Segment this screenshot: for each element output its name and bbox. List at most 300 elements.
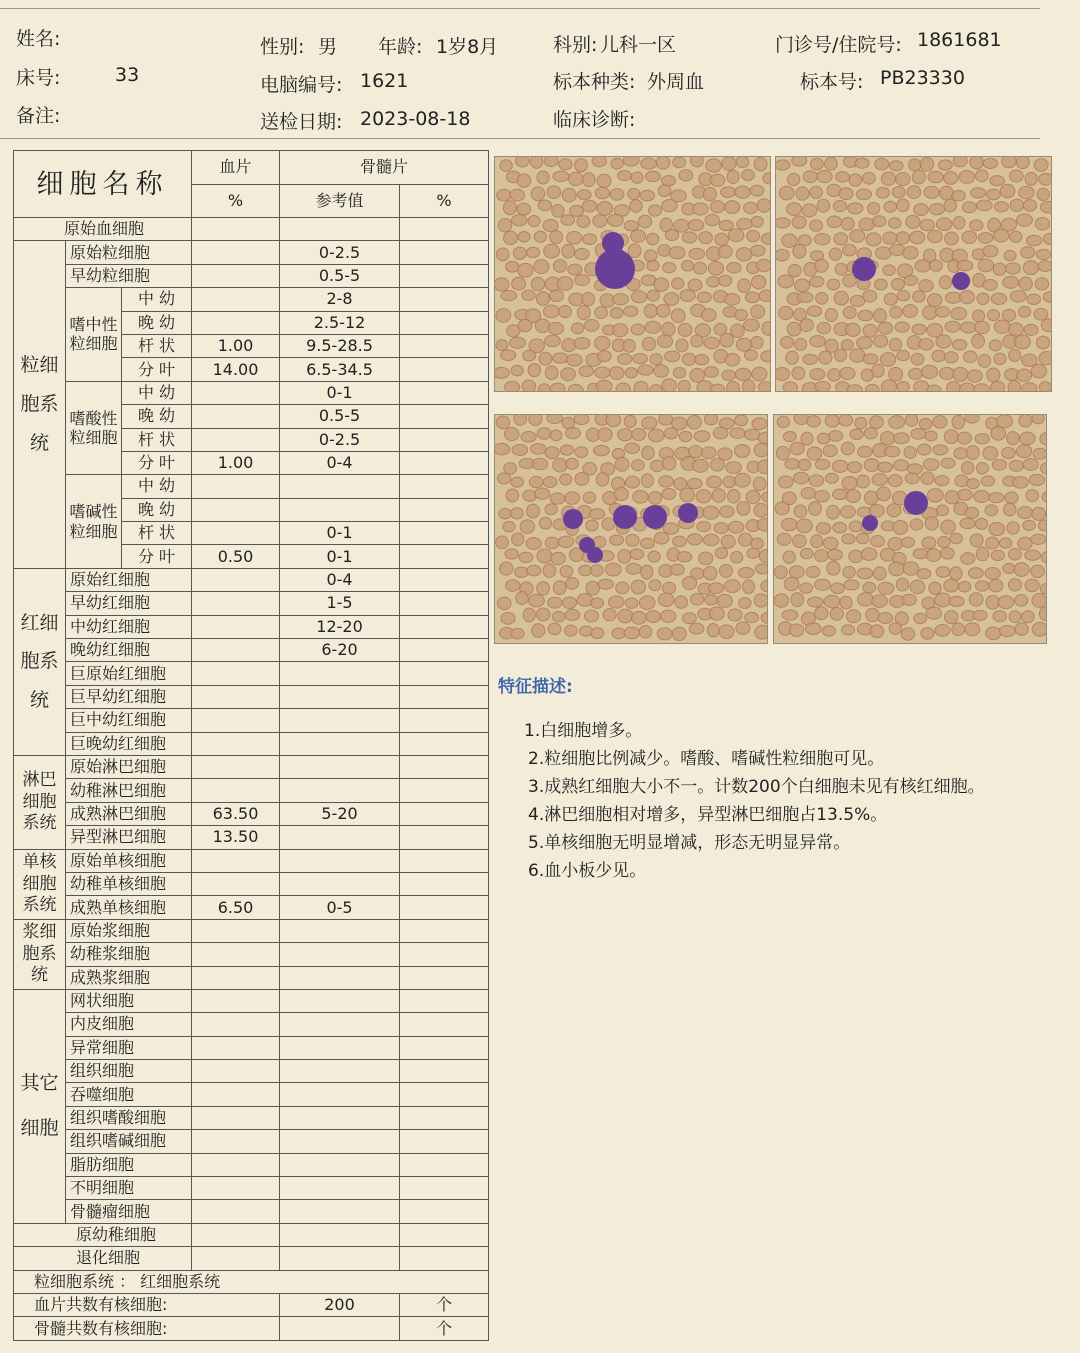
blood-percent-header: % xyxy=(192,184,280,218)
red-blood-cell xyxy=(1039,173,1051,185)
red-blood-cell xyxy=(999,538,1011,548)
red-blood-cell xyxy=(883,265,895,276)
red-blood-cell xyxy=(545,537,559,549)
red-blood-cell xyxy=(757,460,767,474)
red-blood-cell xyxy=(1019,306,1031,317)
cell-name: 原始浆细胞 xyxy=(66,919,192,942)
red-blood-cell xyxy=(739,598,752,609)
red-blood-cell xyxy=(682,261,694,271)
red-blood-cell xyxy=(495,367,509,378)
red-blood-cell xyxy=(919,418,932,429)
red-blood-cell xyxy=(710,459,724,471)
red-blood-cell xyxy=(504,427,519,440)
blood-value: 13.50 xyxy=(192,826,280,849)
red-blood-cell xyxy=(814,550,828,562)
red-blood-cell xyxy=(662,379,677,391)
red-blood-cell xyxy=(506,261,519,272)
blood-value xyxy=(192,615,280,638)
red-blood-cell xyxy=(925,517,938,530)
red-blood-cell xyxy=(714,523,728,534)
red-blood-cell xyxy=(790,624,804,636)
red-blood-cell xyxy=(691,593,704,605)
red-blood-cell xyxy=(678,323,692,336)
red-blood-cell xyxy=(945,611,958,624)
red-blood-cell xyxy=(610,189,624,201)
red-blood-cell xyxy=(598,428,612,442)
red-blood-cell xyxy=(662,200,677,212)
specimen-no-value: PB23330 xyxy=(880,67,965,89)
red-blood-cell xyxy=(881,172,895,185)
red-blood-cell xyxy=(690,368,704,382)
red-blood-cell xyxy=(889,562,904,576)
ref-value: 0-1 xyxy=(280,545,400,568)
red-blood-cell xyxy=(501,350,516,361)
table-row xyxy=(14,1130,489,1153)
table-row xyxy=(14,1106,489,1129)
red-blood-cell xyxy=(1039,352,1051,365)
clinic-label: 门诊号/住院号: xyxy=(775,34,902,56)
red-blood-cell xyxy=(998,596,1014,609)
red-blood-cell xyxy=(808,597,824,607)
red-blood-cell xyxy=(512,444,528,455)
red-blood-cell xyxy=(953,367,968,381)
red-blood-cell xyxy=(559,159,572,170)
red-blood-cell xyxy=(743,580,755,594)
cell-name: 吞噬细胞 xyxy=(66,1083,192,1106)
red-blood-cell xyxy=(797,292,813,302)
red-blood-cell xyxy=(1019,277,1032,290)
red-blood-cell xyxy=(719,275,732,286)
red-blood-cell xyxy=(811,158,824,170)
red-blood-cell xyxy=(623,157,639,166)
red-blood-cell xyxy=(1026,235,1042,245)
red-blood-cell xyxy=(531,187,545,201)
red-blood-cell xyxy=(642,337,655,350)
red-blood-cell xyxy=(548,623,561,634)
erythroid-group-label: 红细胞系统 xyxy=(14,568,66,755)
red-blood-cell xyxy=(1035,218,1049,230)
red-blood-cell xyxy=(952,340,966,351)
red-blood-cell xyxy=(734,473,750,487)
red-blood-cell xyxy=(910,519,922,530)
red-blood-cell xyxy=(1031,565,1045,577)
blood-value: 14.00 xyxy=(192,358,280,381)
red-blood-cell xyxy=(933,416,947,428)
red-blood-cell xyxy=(505,549,518,559)
diagnosis-label: 临床诊断: xyxy=(553,109,636,131)
red-blood-cell xyxy=(960,383,975,391)
red-blood-cell xyxy=(814,234,830,245)
red-blood-cell xyxy=(752,418,767,430)
red-blood-cell xyxy=(793,472,808,484)
red-blood-cell xyxy=(1022,611,1034,623)
red-blood-cell xyxy=(569,172,583,185)
header-rule xyxy=(0,138,1040,139)
red-blood-cell xyxy=(846,323,861,336)
red-blood-cell xyxy=(661,610,676,622)
red-blood-cell xyxy=(630,549,644,560)
white-blood-cell xyxy=(852,257,876,281)
red-blood-cell xyxy=(593,445,609,455)
red-blood-cell xyxy=(1043,292,1051,302)
red-blood-cell xyxy=(1007,522,1019,535)
red-blood-cell xyxy=(896,578,908,591)
table-row xyxy=(14,381,489,404)
red-blood-cell xyxy=(537,549,552,563)
red-blood-cell xyxy=(1031,364,1046,378)
red-blood-cell xyxy=(836,172,850,182)
clinic-value: 1861681 xyxy=(917,29,1002,51)
red-blood-cell xyxy=(843,274,857,287)
red-blood-cell xyxy=(866,384,879,391)
red-blood-cell xyxy=(634,381,648,391)
ref-value xyxy=(280,826,400,849)
red-blood-cell xyxy=(736,622,750,634)
red-blood-cell xyxy=(1012,477,1028,489)
red-blood-cell xyxy=(720,506,734,517)
red-blood-cell xyxy=(597,351,611,362)
age-label: 年龄: xyxy=(378,36,423,58)
red-blood-cell xyxy=(562,417,574,428)
red-blood-cell xyxy=(662,582,675,594)
cell-name: 组织嗜酸细胞 xyxy=(66,1106,192,1129)
white-blood-cell xyxy=(587,547,603,563)
red-blood-cell xyxy=(575,275,590,286)
red-blood-cell xyxy=(631,172,643,183)
red-blood-cell xyxy=(571,323,583,334)
feature-item: 5.单核细胞无明显增减，形态无明显异常。 xyxy=(528,833,851,853)
red-blood-cell xyxy=(795,338,807,350)
red-blood-cell xyxy=(512,277,526,290)
red-blood-cell xyxy=(704,367,718,378)
red-blood-cell xyxy=(545,366,558,380)
red-blood-cell xyxy=(592,157,606,167)
red-blood-cell xyxy=(628,244,641,258)
granulocyte-group-label: 粒细胞系统 xyxy=(14,241,66,568)
red-blood-cell xyxy=(663,263,676,273)
blood-value xyxy=(192,872,280,895)
red-blood-cell xyxy=(719,625,734,638)
red-blood-cell xyxy=(1036,249,1050,259)
gender-label: 性别: xyxy=(260,36,305,58)
red-blood-cell xyxy=(496,536,509,549)
red-blood-cell xyxy=(753,477,766,491)
cell-name: 幼稚单核细胞 xyxy=(66,872,192,895)
ref-value-header: 参考值 xyxy=(280,184,400,218)
red-blood-cell xyxy=(602,518,615,530)
red-blood-cell xyxy=(559,305,572,317)
red-blood-cell xyxy=(728,609,742,621)
remark-label: 备注: xyxy=(16,105,61,127)
blood-value xyxy=(192,849,280,872)
red-blood-cell xyxy=(951,307,967,319)
red-blood-cell xyxy=(881,380,897,391)
red-blood-cell xyxy=(823,537,838,549)
red-blood-cell xyxy=(595,367,611,378)
red-blood-cell xyxy=(742,380,754,391)
red-blood-cell xyxy=(807,306,822,316)
red-blood-cell xyxy=(1022,383,1037,391)
red-blood-cell xyxy=(912,170,925,184)
red-blood-cell xyxy=(811,535,823,548)
red-blood-cell xyxy=(789,566,804,578)
red-blood-cell xyxy=(990,176,1005,186)
red-blood-cell xyxy=(839,415,853,426)
red-blood-cell xyxy=(831,583,845,594)
ref-value xyxy=(280,849,400,872)
red-blood-cell xyxy=(839,188,853,200)
red-blood-cell xyxy=(710,384,724,391)
red-blood-cell xyxy=(496,309,511,323)
table-row xyxy=(14,732,489,755)
computer-value: 1621 xyxy=(360,70,409,92)
red-blood-cell xyxy=(1019,186,1034,198)
red-blood-cell xyxy=(747,230,760,241)
red-blood-cell xyxy=(1002,447,1016,458)
red-blood-cell xyxy=(774,594,788,607)
red-blood-cell xyxy=(816,523,830,534)
red-blood-cell xyxy=(691,157,704,167)
red-blood-cell xyxy=(936,505,948,516)
red-blood-cell xyxy=(891,278,904,290)
red-blood-cell xyxy=(595,187,609,198)
blood-smear-header: 血片 xyxy=(192,151,280,185)
smear-photo-2 xyxy=(775,156,1052,392)
stage-label: 晚 幼 xyxy=(122,498,192,521)
red-blood-cell xyxy=(776,249,789,261)
red-blood-cell xyxy=(631,580,645,594)
red-blood-cell xyxy=(550,493,565,504)
stage-label: 分 叶 xyxy=(122,451,192,474)
red-blood-cell xyxy=(929,203,944,214)
ref-value: 6-20 xyxy=(280,639,400,662)
red-blood-cell xyxy=(631,324,645,335)
red-blood-cell xyxy=(596,380,612,391)
red-blood-cell xyxy=(866,233,881,246)
red-blood-cell xyxy=(800,548,812,558)
ref-value xyxy=(280,685,400,708)
red-blood-cell xyxy=(810,277,824,288)
bed-value: 33 xyxy=(115,64,140,86)
red-blood-cell xyxy=(531,277,544,290)
red-blood-cell xyxy=(705,214,719,225)
red-blood-cell xyxy=(883,232,897,244)
red-blood-cell xyxy=(563,597,577,609)
red-blood-cell xyxy=(944,199,956,212)
red-blood-cell xyxy=(535,488,550,499)
red-blood-cell xyxy=(885,446,900,457)
red-blood-cell xyxy=(970,220,983,231)
red-blood-cell xyxy=(779,186,794,200)
red-blood-cell xyxy=(553,458,567,472)
red-blood-cell xyxy=(1003,503,1016,516)
red-blood-cell xyxy=(500,562,513,575)
red-blood-cell xyxy=(687,534,702,545)
red-blood-cell xyxy=(1026,489,1039,501)
red-blood-cell xyxy=(1038,520,1046,531)
red-blood-cell xyxy=(744,429,760,440)
red-blood-cell xyxy=(871,536,885,547)
blood-value xyxy=(192,241,280,264)
red-blood-cell xyxy=(829,248,841,260)
red-blood-cell xyxy=(989,522,1005,535)
red-blood-cell xyxy=(815,459,829,469)
feature-item: 6.血小板少见。 xyxy=(528,861,647,881)
red-blood-cell xyxy=(807,447,821,460)
red-blood-cell xyxy=(547,415,563,424)
red-blood-cell xyxy=(761,580,767,592)
table-row xyxy=(14,241,489,264)
red-blood-cell xyxy=(832,460,848,472)
red-blood-cell xyxy=(977,293,989,305)
stage-label: 分 叶 xyxy=(122,545,192,568)
red-blood-cell xyxy=(731,324,745,338)
red-blood-cell xyxy=(575,159,588,172)
red-blood-cell xyxy=(644,250,657,262)
cell-name: 原始单核细胞 xyxy=(66,849,192,872)
red-blood-cell xyxy=(548,322,563,334)
red-blood-cell xyxy=(537,171,549,184)
red-blood-cell xyxy=(897,350,910,360)
red-blood-cell xyxy=(776,446,789,460)
red-blood-cell xyxy=(656,157,670,169)
red-blood-cell xyxy=(917,444,930,455)
red-blood-cell xyxy=(692,459,708,472)
red-blood-cell xyxy=(963,351,977,362)
red-blood-cell xyxy=(834,233,848,245)
red-blood-cell xyxy=(970,157,983,169)
red-blood-cell xyxy=(864,428,877,439)
cell-name: 脂肪细胞 xyxy=(66,1153,192,1176)
cell-name: 组织细胞 xyxy=(66,1060,192,1083)
red-blood-cell xyxy=(887,504,901,517)
red-blood-cell xyxy=(650,354,662,365)
red-blood-cell xyxy=(802,204,817,217)
red-blood-cell xyxy=(922,365,938,378)
red-blood-cell xyxy=(709,607,724,620)
blood-count-value: 200 xyxy=(280,1293,400,1316)
red-blood-cell xyxy=(924,186,939,198)
red-blood-cell xyxy=(840,596,852,609)
red-blood-cell xyxy=(642,446,654,460)
red-blood-cell xyxy=(707,277,720,287)
red-blood-cell xyxy=(843,244,856,256)
red-blood-cell xyxy=(578,565,591,576)
red-blood-cell xyxy=(658,593,674,607)
red-blood-cell xyxy=(719,220,733,230)
red-blood-cell xyxy=(509,337,525,348)
red-blood-cell xyxy=(973,310,985,322)
red-blood-cell xyxy=(560,565,573,577)
red-blood-cell xyxy=(949,596,964,606)
red-blood-cell xyxy=(759,550,767,563)
red-blood-cell xyxy=(985,505,998,516)
red-blood-cell xyxy=(514,415,527,425)
blood-value xyxy=(192,475,280,498)
table-row xyxy=(14,1270,489,1293)
red-blood-cell xyxy=(850,429,863,439)
red-blood-cell xyxy=(558,536,573,547)
table-row xyxy=(14,1223,489,1246)
red-blood-cell xyxy=(705,595,718,605)
red-blood-cell xyxy=(648,551,660,562)
basophil-group-label: 嗜碱性粒细胞 xyxy=(66,475,122,569)
cell-name: 原始红细胞 xyxy=(66,568,192,591)
red-blood-cell xyxy=(584,610,598,622)
red-blood-cell xyxy=(778,275,794,288)
red-blood-cell xyxy=(526,538,541,550)
table-row xyxy=(14,1060,489,1083)
red-blood-cell xyxy=(781,336,794,348)
red-blood-cell xyxy=(846,610,860,623)
red-blood-cell xyxy=(1005,492,1018,504)
red-blood-cell xyxy=(990,381,1004,391)
ref-value: 6.5-34.5 xyxy=(280,358,400,381)
red-blood-cell xyxy=(562,188,576,202)
red-blood-cell xyxy=(582,292,595,306)
red-blood-cell xyxy=(962,231,977,243)
red-blood-cell xyxy=(798,459,810,470)
red-blood-cell xyxy=(944,172,958,185)
red-blood-cell xyxy=(917,569,931,579)
red-blood-cell xyxy=(1040,433,1046,445)
red-blood-cell xyxy=(717,594,732,607)
blood-value xyxy=(192,662,280,685)
red-blood-cell xyxy=(567,354,583,366)
red-blood-cell xyxy=(515,567,529,577)
red-blood-cell xyxy=(728,521,744,533)
marrow-smear-header: 骨髓片 xyxy=(280,151,489,185)
ref-value: 0-2.5 xyxy=(280,428,400,451)
red-blood-cell xyxy=(961,461,973,474)
red-blood-cell xyxy=(503,201,516,215)
red-blood-cell xyxy=(682,232,697,243)
red-blood-cell xyxy=(598,579,613,589)
smear-photo-1 xyxy=(494,156,771,392)
cell-name: 早幼粒细胞 xyxy=(66,264,192,287)
red-blood-cell xyxy=(927,294,941,307)
white-blood-cell xyxy=(952,272,970,290)
red-blood-cell xyxy=(575,248,589,259)
red-blood-cell xyxy=(989,579,1003,591)
red-blood-cell xyxy=(534,231,546,242)
count-unit: 个 xyxy=(400,1317,489,1340)
red-blood-cell xyxy=(1023,200,1036,212)
ref-value: 0.5-5 xyxy=(280,405,400,428)
red-blood-cell xyxy=(842,476,857,490)
red-blood-cell xyxy=(970,534,983,547)
red-blood-cell xyxy=(586,520,598,531)
table-row xyxy=(14,919,489,942)
red-blood-cell xyxy=(935,625,950,637)
red-blood-cell xyxy=(929,582,941,594)
table-row xyxy=(14,615,489,638)
red-blood-cell xyxy=(552,205,564,218)
ref-value xyxy=(280,662,400,685)
red-blood-cell xyxy=(496,416,510,429)
red-blood-cell xyxy=(609,596,625,608)
red-blood-cell xyxy=(654,365,669,377)
red-blood-cell xyxy=(498,473,511,484)
red-blood-cell xyxy=(866,608,879,621)
red-blood-cell xyxy=(688,446,702,458)
red-blood-cell xyxy=(857,475,870,488)
red-blood-cell xyxy=(954,448,968,459)
red-blood-cell xyxy=(919,280,933,292)
red-blood-cell xyxy=(1016,445,1032,458)
red-blood-cell xyxy=(903,305,918,318)
red-blood-cell xyxy=(688,279,702,291)
